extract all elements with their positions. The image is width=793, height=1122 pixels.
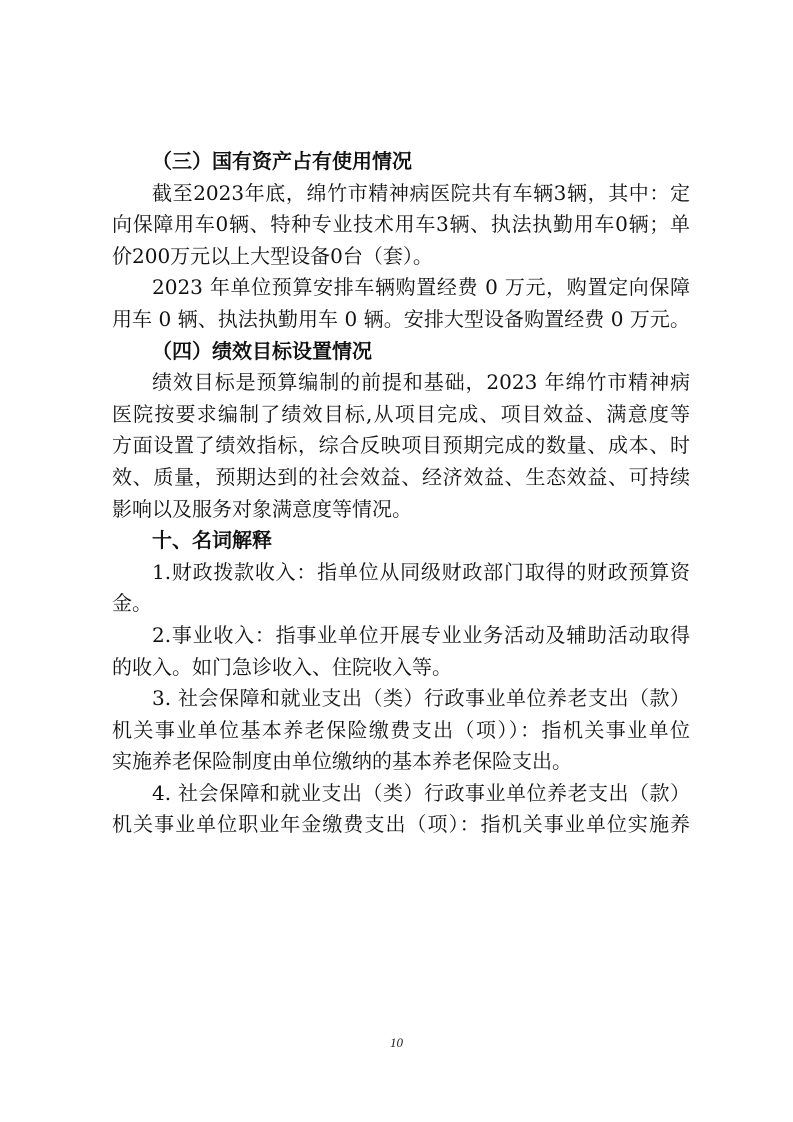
- page-number: 10: [390, 1035, 403, 1050]
- glossary-item-line: 机关事业单位职业年金缴费支出（项）：指机关事业单位实施养: [112, 812, 690, 837]
- document-body: [112, 146, 690, 841]
- section-heading-performance: （四）绩效目标设置情况: [152, 338, 372, 363]
- paragraph-line: 2023 年单位预算安排车辆购置经费 0 万元，购置定向保障: [152, 275, 690, 300]
- paragraph-line: 价200万元以上大型设备0台（套）。: [112, 243, 433, 268]
- glossary-item-line: 3. 社会保障和就业支出（类）行政事业单位养老支出（款）: [152, 686, 690, 711]
- glossary-item-line: 2.事业收入：指事业单位开展专业业务活动及辅助活动取得: [152, 622, 690, 647]
- glossary-item-line: 金。: [112, 591, 152, 616]
- paragraph-line: 向保障用车0辆、特种专业技术用车3辆、执法执勤用车0辆；单: [112, 212, 690, 237]
- paragraph-line: 绩效目标是预算编制的前提和基础，2023 年绵竹市精神病: [152, 370, 690, 395]
- paragraph-line: 方面设置了绩效指标，综合反映项目预期完成的数量、成本、时: [112, 433, 690, 458]
- glossary-item-line: 实施养老保险制度由单位缴纳的基本养老保险支出。: [112, 749, 572, 774]
- paragraph-line: 截至2023年底，绵竹市精神病医院共有车辆3辆，其中：定: [152, 180, 690, 205]
- paragraph-line: 影响以及服务对象满意度等情况。: [112, 496, 412, 521]
- glossary-item-line: 4. 社会保障和就业支出（类）行政事业单位养老支出（款）: [152, 780, 690, 805]
- section-heading-glossary: 十、名词解释: [152, 528, 272, 553]
- glossary-item-line: 机关事业单位基本养老保险缴费支出（项））：指机关事业单位: [112, 717, 690, 742]
- paragraph-line: 效、质量，预期达到的社会效益、经济效益、生态效益、可持续: [112, 464, 690, 489]
- section-heading-assets: （三）国有资产占有使用情况: [152, 149, 412, 173]
- paragraph-line: 用车 0 辆、执法执勤用车 0 辆。安排大型设备购置经费 0 万元。: [112, 306, 690, 331]
- paragraph-line: 医院按要求编制了绩效目标,从项目完成、项目效益、满意度等: [112, 401, 690, 426]
- glossary-item-line: 1.财政拨款收入：指单位从同级财政部门取得的财政预算资: [152, 559, 690, 584]
- glossary-item-line: 的收入。如门急诊收入、住院收入等。: [112, 654, 452, 679]
